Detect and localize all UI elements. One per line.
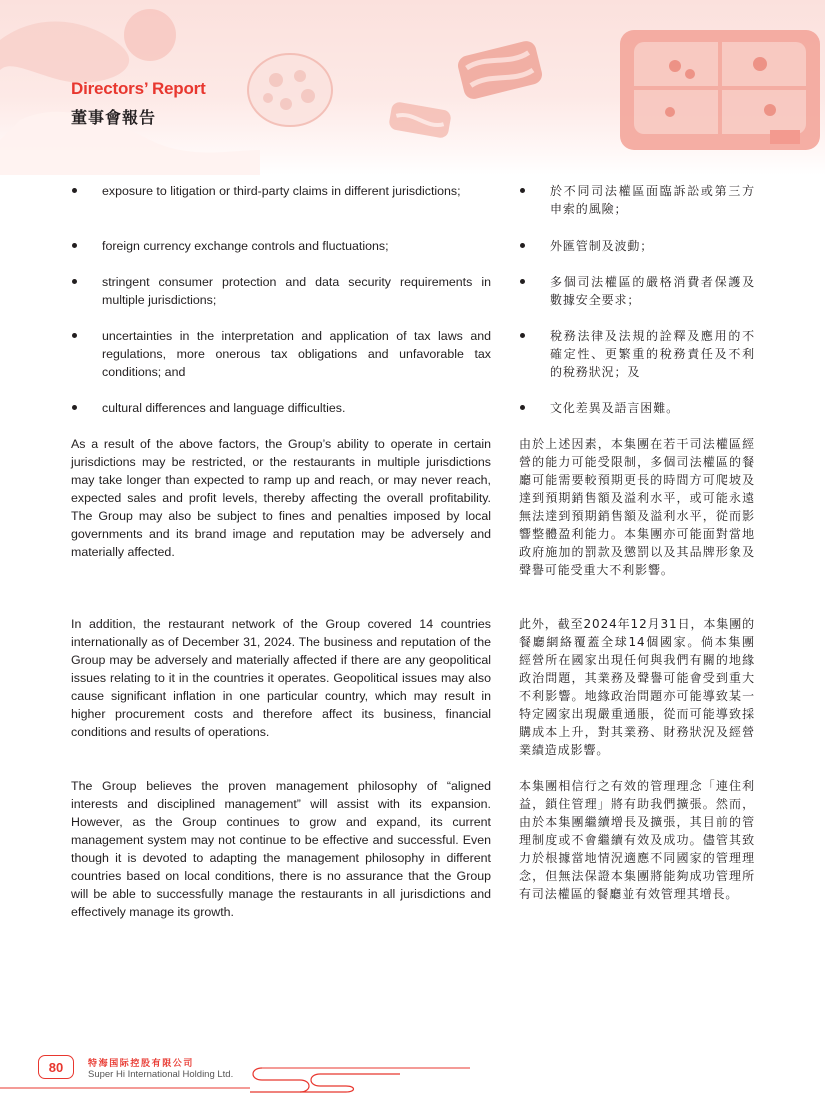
paragraph-en-3: The Group believes the proven management philosophy of “aligned interests and disciplined management” will assist with its expansion. However, as the Group continues to grow and expand, its current management system may not continue to be effective and successful. Even though it is devoted to adapting the management philosophy in different countries based on local conditions, there is no assurance that the Group will be able to successfully manage the restaurants in all jurisdictions and effectively manage its growth. [71, 779, 491, 919]
bullet-en-5: cultural differences and language difficulties. [102, 401, 346, 415]
paragraph-en-1: As a result of the above factors, the Group’s ability to operate in certain jurisdictions may be restricted, or the restaurants in multiple jurisdictions may take longer than expected to ramp up and reach, or may never reach, expected sales and profit levels, thereby affecting the overall profitability. The Group may also be subject to fines and penalties imposed by local governments and its brand image and reputation may be adversely and materially affected. [71, 437, 491, 559]
paragraph-zh-3: 本集團相信行之有效的管理理念「連住利益，鎖住管理」將有助我們擴張。然而，由於本集團繼續增長及擴張，其目前的管理制度或不會繼續有效及成功。儘管其致力於根據當地情況適應不同國家的管理理念，但無法保證本集團將能夠成功管理所有司法權區的餐廳並有效管理其增長。 [519, 779, 755, 901]
bullet-en-3: stringent consumer protection and data security requirements in multiple jurisdictions; [102, 275, 491, 307]
bullet-dot [520, 188, 525, 193]
page-title-zh: 董事會報告 [71, 108, 157, 127]
paragraph-en-2: In addition, the restaurant network of the Group covered 14 countries internationally as of December 31, 2024. The business and reputation of the Group may be adversely and materially affected if there are any geopolitical issues relating to it in the countries it operates. Geopolitical issues may also cause significant inflation in one particular country, which may result in higher procurement costs and therefore affect its business, financial conditions and results of operations. [71, 617, 491, 739]
page-number-badge [38, 1055, 74, 1079]
page-number: 80 [48, 1059, 64, 1075]
bullet-dot [520, 405, 525, 410]
page-title-en: Directors’ Report [71, 79, 206, 98]
bullet-zh-4: 稅務法律及法規的詮釋及應用的不確定性、更繁重的稅務責任及不利的稅務狀況；及 [550, 329, 755, 379]
bullet-en-4: uncertainties in the interpretation and application of tax laws and regulations, more onerous tax obligations and unfavorable tax conditions; and [102, 329, 491, 379]
bullet-en-1: exposure to litigation or third-party claims in different jurisdictions; [102, 184, 461, 198]
bullet-zh-3: 多個司法權區的嚴格消費者保護及數據安全要求； [550, 275, 755, 307]
bullet-dot [72, 188, 77, 193]
bullet-dot [72, 243, 77, 248]
bullet-zh-1: 於不同司法權區面臨訴訟或第三方申索的風險； [550, 184, 755, 216]
company-name-en: Super Hi International Holding Ltd. [88, 1069, 234, 1080]
bullet-zh-2: 外匯管制及波動； [550, 239, 654, 253]
bullet-dot [520, 333, 525, 338]
bullet-dot [72, 333, 77, 338]
company-name-zh: 特海国际控股有限公司 [88, 1059, 195, 1069]
bullet-dot [72, 405, 77, 410]
footer-swirl-decoration [0, 1060, 500, 1100]
bullet-dot [72, 279, 77, 284]
paragraph-zh-2: 此外，截至2024年12月31日，本集團的餐廳網絡覆蓋全球14個國家。倘本集團經營所在國家出現任何與我們有關的地緣政治問題，其業務及聲譽可能會受到重大不利影響。地緣政治問題亦可能導致某一特定國家出現嚴重通脹，從而可能導致採購成本上升，對其業務、財務狀況及經營業績造成影響。 [519, 617, 755, 757]
bullet-zh-5: 文化差異及語言困難。 [550, 401, 680, 415]
bullet-en-2: foreign currency exchange controls and fluctuations; [102, 239, 389, 253]
bullet-dot [520, 279, 525, 284]
bullet-dot [520, 243, 525, 248]
paragraph-zh-1: 由於上述因素，本集團在若干司法權區經營的能力可能受限制，多個司法權區的餐廳可能需要較預期更長的時間方可爬坡及達到預期銷售額及溢利水平，或可能永遠無法達到預期銷售額及溢利水平，從而影響整體盈利能力。本集團亦可能面對當地政府施加的罰款及懲罰以及其品牌形象及聲譽可能受重大不利影響。 [519, 437, 755, 577]
